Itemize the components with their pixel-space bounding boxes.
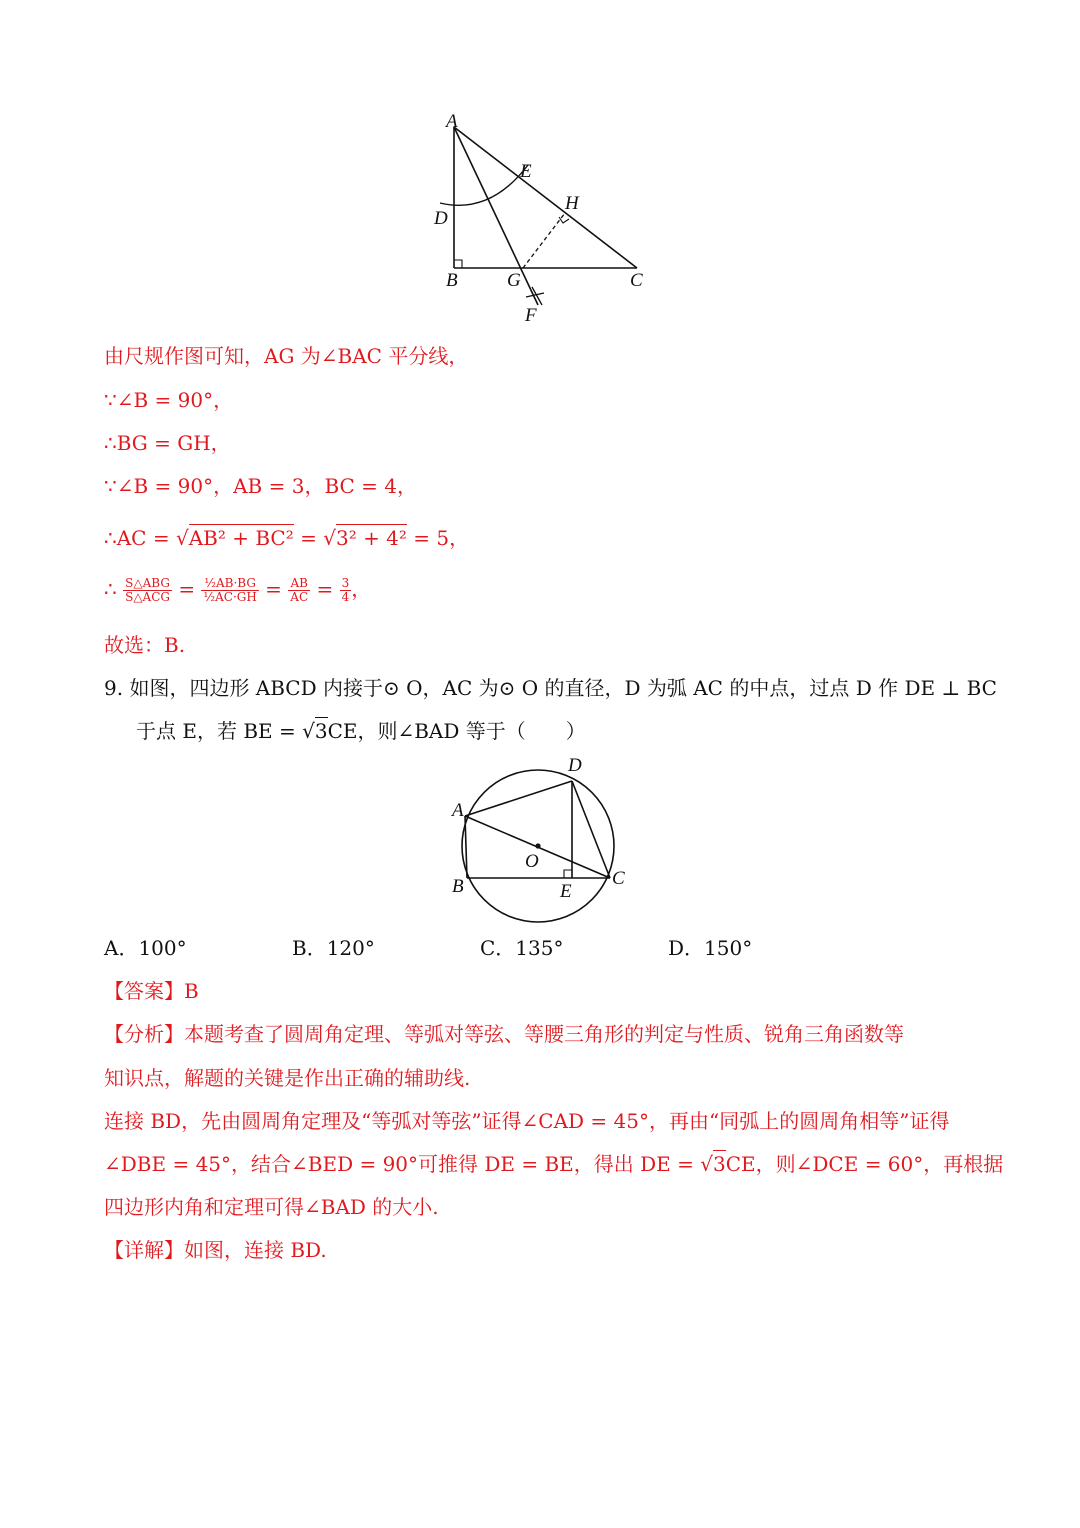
segment-ad (465, 781, 572, 816)
right-angle-e (564, 870, 572, 878)
label-b: B (452, 876, 464, 897)
analysis-line-2: 知识点，解题的关键是作出正确的辅助线. (104, 1066, 471, 1090)
sqrt-content-1: AB² + BC² (188, 526, 294, 550)
segment-ac (454, 127, 637, 268)
center-dot (535, 843, 540, 848)
option-d: D．150° (668, 936, 753, 960)
label-c: C (630, 270, 643, 291)
equals-3: = (316, 577, 334, 601)
label-b: B (446, 270, 458, 291)
half-product-fraction: $\frac{\text{½AB·BG}}{\text{½AC·GH}}$ (203, 576, 257, 604)
label-f: F (525, 305, 537, 326)
ratio-suffix: ， (351, 577, 372, 601)
side-ratio-fraction: $\frac{AB}{AC}$ (290, 576, 309, 604)
sqrt-sign-q: √ (302, 719, 315, 743)
label-c: C (612, 868, 625, 889)
analysis-line-1: 【分析】本题考查了圆周角定理、等弧对等弦、等腰三角形的判定与性质、锐角三角函数等 (104, 1022, 904, 1046)
analysis-line-4: ∠DBE = 45°，结合∠BED = 90°可推得 DE = BE，得出 DE = √3CE，则∠DCE = 60°，再根据 (104, 1152, 1004, 1176)
bisector-af (454, 127, 538, 305)
ac-prefix: ∴AC = (104, 526, 176, 550)
sqrt-sign-1: √ (175, 526, 189, 550)
solution-line-7: 故选：B. (104, 633, 186, 657)
solution-line-2: ∵∠B = 90°， (104, 388, 234, 412)
label-o: O (525, 851, 539, 872)
solution-line-1: 由尺规作图可知，AG 为∠BAC 平分线， (104, 344, 469, 368)
ratio-prefix: ∴ (104, 577, 117, 601)
detail: 【详解】如图，连接 BD. (104, 1238, 327, 1262)
label-h: H (565, 193, 579, 214)
label-d: D (568, 755, 582, 776)
circle-figure (440, 750, 640, 930)
label-a: A (446, 111, 458, 132)
option-a: A．100° (104, 936, 187, 960)
equals-1: = (178, 577, 196, 601)
equals-2: = (265, 577, 282, 601)
solution-line-6 (104, 575, 371, 604)
analysis-line-3: 连接 BD，先由圆周角定理及“等弧对等弦”证得∠CAD = 45°，再由“同弧上的圆周角相等”证得 (104, 1109, 950, 1133)
result-fraction: $\frac{3}{4}$ (341, 576, 350, 604)
analysis-line-5: 四边形内角和定理可得∠BAD 的大小. (104, 1195, 439, 1219)
sqrt-content-2: 3² + 4² (335, 526, 407, 550)
right-angle-b (454, 260, 462, 268)
label-g: G (507, 270, 521, 291)
label-e: E (560, 881, 572, 902)
sqrt-sign-analysis: √ (700, 1152, 713, 1176)
option-c: C．135° (480, 936, 564, 960)
ac-mid: = (293, 526, 324, 550)
right-angle-h (559, 217, 569, 223)
label-d: D (434, 208, 448, 229)
ac-suffix: = 5， (406, 526, 470, 550)
option-b: B．120° (292, 936, 375, 960)
area-ratio-fraction: $\frac{\text{S△ABG}}{\text{S△ACG}}$ (125, 576, 170, 604)
label-a: A (452, 800, 464, 821)
solution-line-4: ∵∠B = 90°，AB = 3，BC = 4， (104, 474, 418, 498)
question-9-line-1: 9. 如图，四边形 ABCD 内接于⊙ O，AC 为⊙ O 的直径，D 为弧 AC 的中点，过点 D 作 DE ⊥ BC (104, 676, 997, 700)
solution-line-5 (104, 524, 469, 552)
sqrt-sign-2: √ (323, 526, 336, 550)
solution-line-3: ∴BG = GH， (104, 431, 231, 455)
dashed-gh (523, 213, 565, 268)
answer: 【答案】B (104, 979, 199, 1003)
label-e: E (520, 161, 532, 182)
question-9-line-2: 于点 E，若 BE = √3CE，则∠BAD 等于（ ） (136, 719, 586, 743)
triangle-figure (420, 105, 660, 330)
